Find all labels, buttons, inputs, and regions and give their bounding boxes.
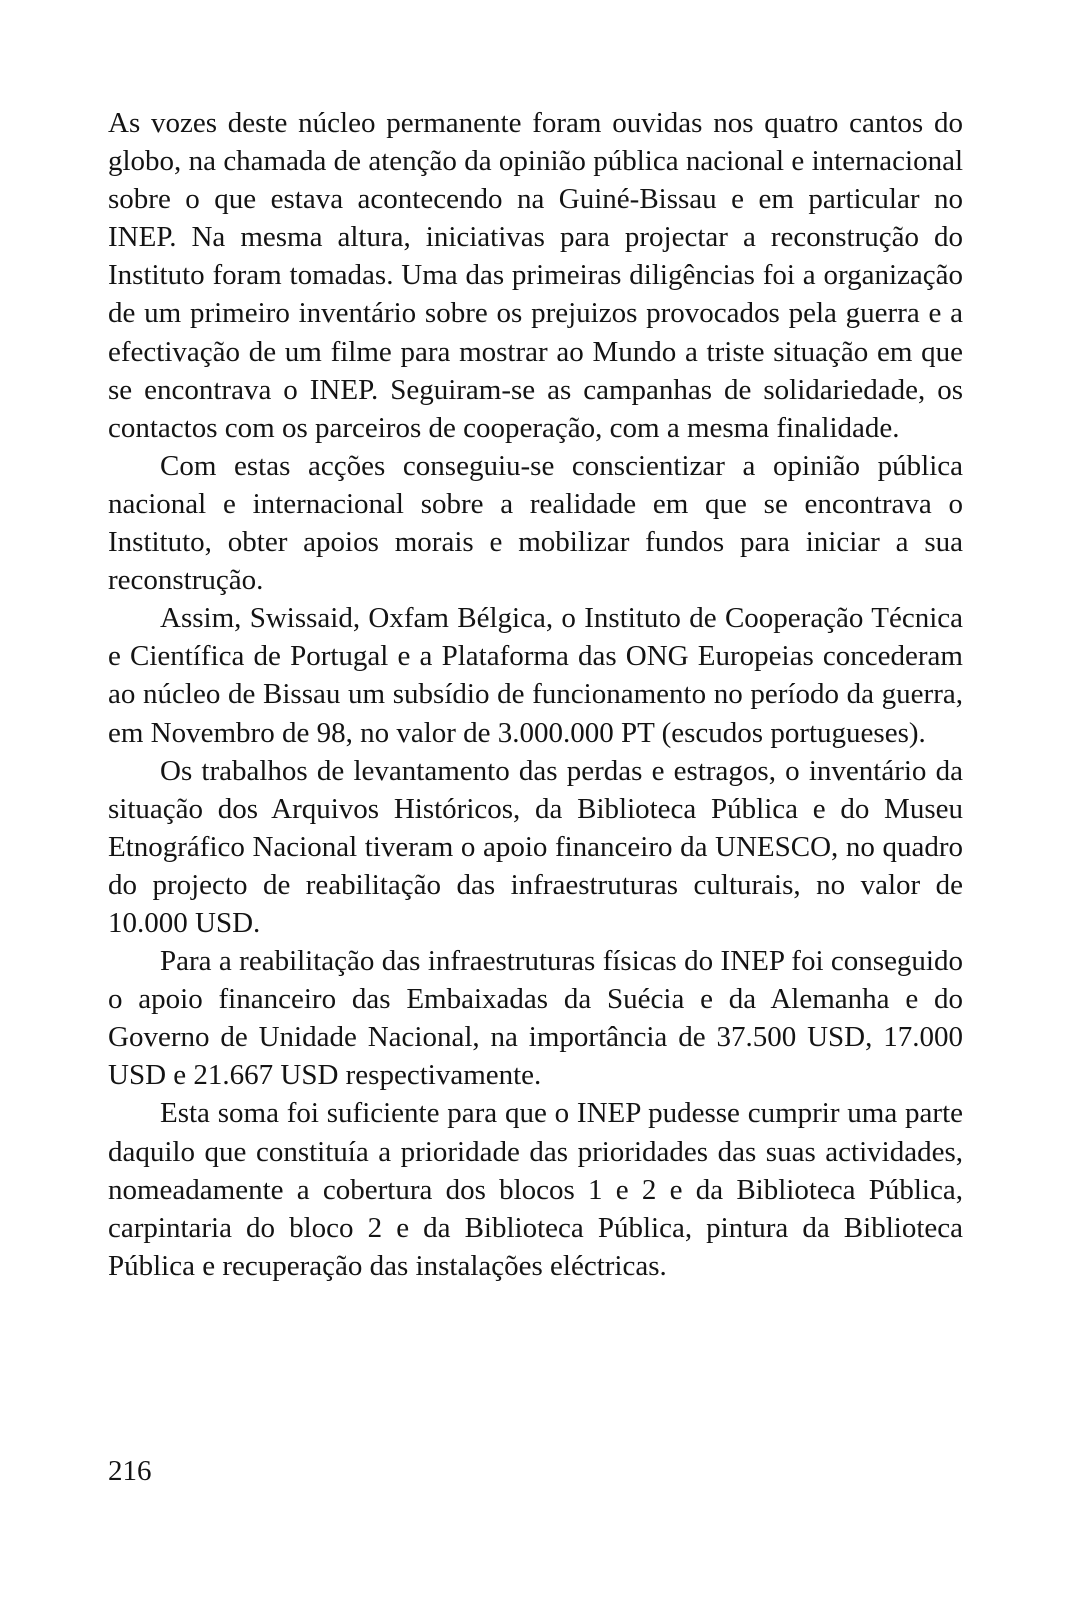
- paragraph-6: Esta soma foi suficiente para que o INEP pudesse cumprir uma parte daquilo que constituía a prioridade das prioridades das suas actividades, nomeadamente a cobertura dos blocos 1 e 2 e da Biblioteca Pública, carpintaria do bloco 2 e da Biblioteca Pública, pintura da Biblioteca Pública e recuperação das instalações eléctricas.: [108, 1097, 963, 1282]
- page-number: 216: [108, 1455, 152, 1487]
- paragraph-2: Com estas acções conseguiu-se conscientizar a opinião pública nacional e internacional sobre a realidade em que se encontrava o Instituto, obter apoios morais e mobilizar fundos para iniciar a sua reconstrução.: [108, 449, 963, 597]
- page-body: [108, 104, 963, 1285]
- paragraph-3: Assim, Swissaid, Oxfam Bélgica, o Instituto de Cooperação Técnica e Científica de Portugal e a Plataforma das ONG Europeias concederam ao núcleo de Bissau um subsídio de funcionamento no período da guerra, em Novembro de 98, no valor de 3.000.000 PT (escudos portugueses).: [108, 602, 963, 749]
- paragraph-5: Para a reabilitação das infraestruturas físicas do INEP foi conseguido o apoio financeiro das Embaixadas da Suécia e da Alemanha e do Governo de Unidade Nacional, na importância de 37.500 USD, 17.000 USD e 21.667 USD respectivamente.: [108, 945, 963, 1092]
- paragraph-4: Os trabalhos de levantamento das perdas e estragos, o inventário da situação dos Arquivos Históricos, da Biblioteca Pública e do Museu Etnográfico Nacional tiveram o apoio financeiro da UNESCO, no quadro do projecto de reabilitação das infraestruturas culturais, no valor de 10.000 USD.: [108, 754, 963, 939]
- paragraph-1: As vozes deste núcleo permanente foram ouvidas nos quatro cantos do globo, na chamada de atenção da opinião pública nacional e internacional sobre o que estava acontecendo na Guiné-Bissau e em particular no INEP. Na mesma altura, iniciativas para projectar a reconstrução do Instituto foram tomadas. Uma das primeiras diligências foi a organização de um primeiro inventário sobre os prejuizos provocados pela guerra e a efectivação de um filme para mostrar ao Mundo a triste situação em que se encontrava o INEP. Seguiram-se as campanhas de solidariedade, os contactos com os parceiros de cooperação, com a mesma finalidade.: [108, 107, 963, 444]
